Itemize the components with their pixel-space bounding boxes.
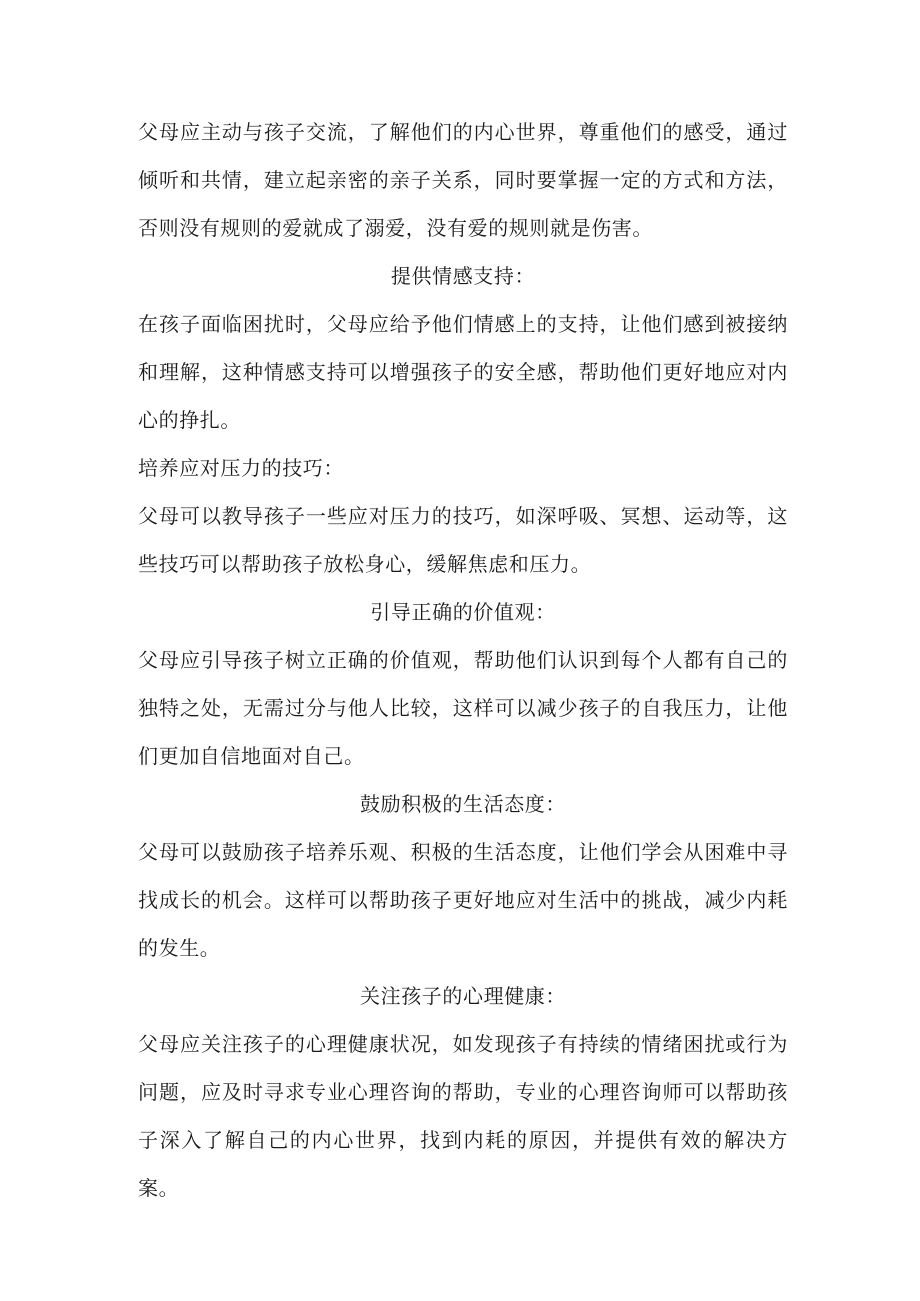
heading-positive-attitude: 鼓励积极的生活态度： [360,792,566,816]
document-content [138,108,788,1212]
paragraph-intro: 父母应主动与孩子交流，了解他们的内心世界，尊重他们的感受，通过倾听和共情，建立起亲密的亲子关系，同时要掌握一定的方式和方法，否则没有规则的爱就成了溺爱，没有爱的规则就是伤害。 [138,120,788,240]
paragraph-values: 父母应引导孩子树立正确的价值观，帮助他们认识到每个人都有自己的独特之处，无需过分与他人比较，这样可以减少孩子的自我压力，让他们更加自信地面对自己。 [138,648,788,768]
paragraph-positive-attitude: 父母可以鼓励孩子培养乐观、积极的生活态度，让他们学会从困难中寻找成长的机会。这样可以帮助孩子更好地应对生活中的挑战，减少内耗的发生。 [138,840,788,960]
paragraph-mental-health: 父母应关注孩子的心理健康状况，如发现孩子有持续的情绪困扰或行为问题，应及时寻求专业心理咨询的帮助，专业的心理咨询师可以帮助孩子深入了解自己的内心世界，找到内耗的原因，并提供有效的解决方案。 [138,1032,788,1200]
heading-mental-health: 关注孩子的心理健康： [360,984,566,1008]
paragraph-stress-coping: 父母可以教导孩子一些应对压力的技巧，如深呼吸、冥想、运动等，这些技巧可以帮助孩子放松身心，缓解焦虑和压力。 [138,504,788,576]
paragraph-emotional-support: 在孩子面临困扰时，父母应给予他们情感上的支持，让他们感到被接纳和理解，这种情感支持可以增强孩子的安全感，帮助他们更好地应对内心的挣扎。 [138,312,788,432]
heading-values: 引导正确的价值观： [370,600,556,624]
heading-emotional-support: 提供情感支持： [390,264,536,288]
heading-stress-coping: 培养应对压力的技巧： [138,456,344,480]
